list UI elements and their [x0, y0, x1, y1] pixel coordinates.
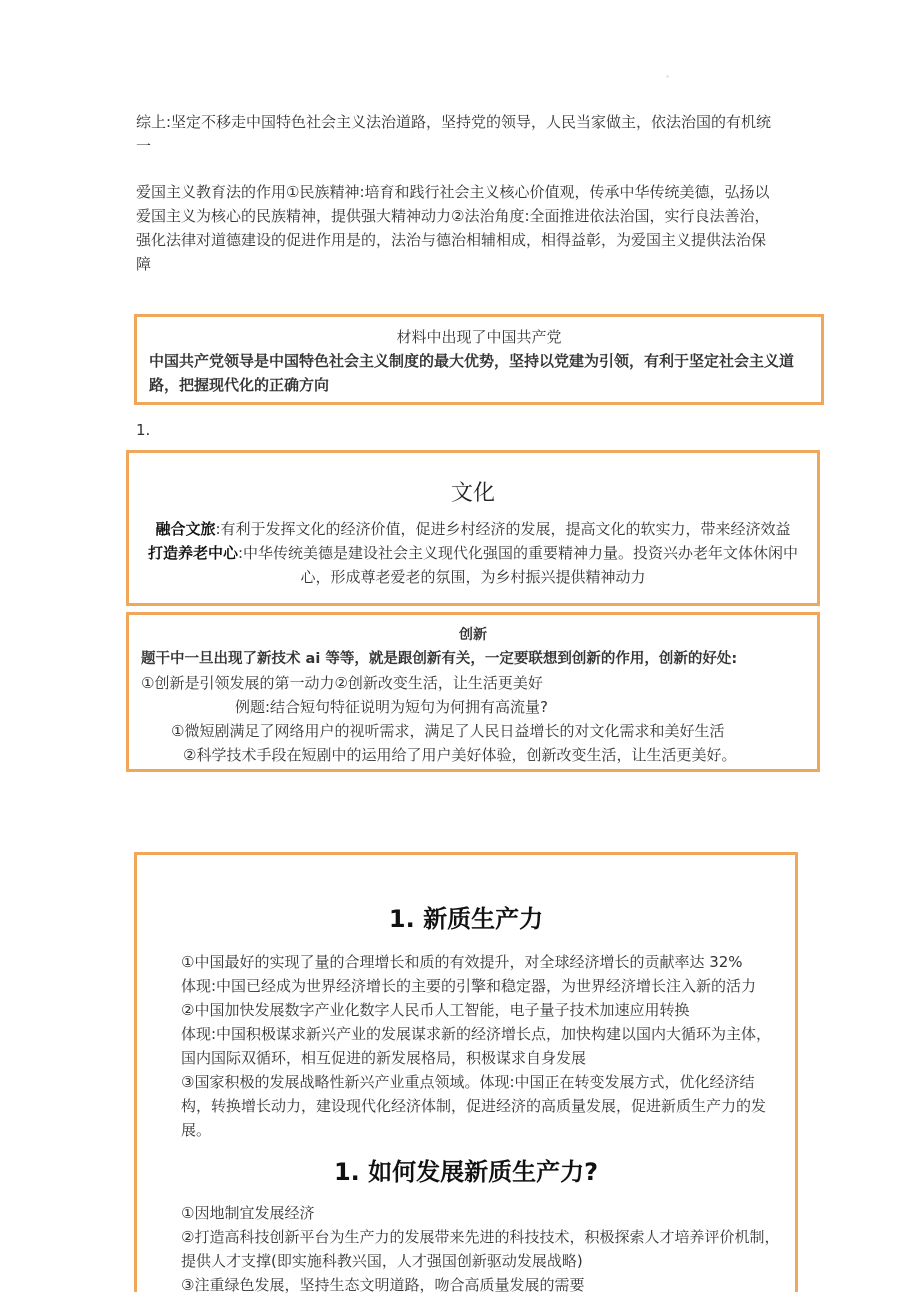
list-number: 1.	[136, 421, 151, 439]
summary-paragraph: 综上:坚定不移走中国特色社会主义法治道路，坚持党的领导，人民当家做主，依法治国的有机统一	[136, 113, 772, 155]
develop-productivity-list	[137, 1201, 795, 1297]
culture-elderly-text: :中华传统美德是建设社会主义现代化强国的重要精神力量。投资兴办老年文体休闲中心，形成尊老爱老的氛围，为乡村振兴提供精神动力	[237, 544, 799, 586]
innovation-point: ①创新是引领发展的第一动力②创新改变生活，让生活更美好	[141, 674, 543, 692]
productivity-list	[137, 950, 795, 1142]
innovation-lead: 题干中一旦出现了新技术 ai 等等，就是跟创新有关，一定要联想到创新的作用，创新的好处:	[141, 651, 738, 667]
patriotic-education-paragraph: 爱国主义教育法的作用①民族精神:培育和践行社会主义核心价值观，传承中华传统美德，弘扬以爱国主义为核心的民族精神，提供强大精神动力②法治角度:全面推进依法治国，实行良法善治，强化法律对道德建设的促进作用是的，法治与德治相辅相成，相得益彰，为爱国主义提供法治保障	[136, 183, 770, 273]
culture-tourism-text: :有利于发挥文化的经济价值，促进乡村经济的发展，提高文化的软实力，带来经济效益	[215, 520, 791, 538]
innovation-answer-2: ②科学技术手段在短剧中的运用给了用户美好体验，创新改变生活，让生活更美好。	[183, 746, 737, 764]
scan-dot	[666, 75, 669, 78]
productivity-line: ③国家积极的发展战略性新兴产业重点领域。体现:中国正在转变发展方式，优化经济结构，转换增长动力，建设现代化经济体制，促进经济的高质量发展，促进新质生产力的发展。	[181, 1073, 767, 1139]
productivity-line: ②中国加快发展数字产业化数字人民币人工智能，电子量子技术加速应用转换	[181, 1001, 690, 1019]
innovation-box	[126, 612, 820, 772]
party-box	[134, 314, 824, 405]
develop-line: ②打造高科技创新平台为生产力的发展带来先进的科技技术，积极探索人才培养评价机制，提供人才支撑(即实施科教兴国，人才强国创新驱动发展战略)	[181, 1228, 780, 1270]
productivity-line: 体现:中国积极谋求新兴产业的发展谋求新的经济增长点，加快构建以国内大循环为主体，国内国际双循环，相互促进的新发展格局，积极谋求自身发展	[181, 1025, 772, 1067]
culture-line-elderly	[129, 541, 817, 589]
culture-box	[126, 450, 820, 606]
productivity-box	[134, 852, 798, 1292]
develop-line: ③注重绿色发展，坚持生态文明道路，吻合高质量发展的需要	[181, 1276, 585, 1294]
productivity-line: 体现:中国已经成为世界经济增长的主要的引擎和稳定器，为世界经济增长注入新的活力	[181, 977, 757, 995]
culture-elderly-label: 打造养老中心	[147, 544, 238, 562]
develop-line: ①因地制宜发展经济	[181, 1204, 315, 1222]
culture-line-tourism	[129, 517, 817, 541]
culture-box-title: 文化	[450, 481, 495, 506]
innovation-example: 例题:结合短句特征说明为短句为何拥有高流量?	[235, 698, 549, 716]
party-box-body: 中国共产党领导是中国特色社会主义制度的最大优势，坚持以党建为引领，有利于坚定社会主义道路，把握现代化的正确方向	[149, 352, 795, 394]
productivity-line: ①中国最好的实现了量的合理增长和质的有效提升，对全球经济增长的贡献率达 32%	[181, 953, 743, 971]
innovation-answer-1: ①微短剧满足了网络用户的视听需求，满足了人民日益增长的对文化需求和美好生活	[171, 722, 725, 740]
innovation-box-title: 创新	[459, 627, 487, 643]
productivity-heading: 1. 新质生产力	[388, 905, 544, 933]
develop-productivity-heading: 1. 如何发展新质生产力?	[333, 1158, 599, 1186]
culture-tourism-label: 融合文旅	[155, 520, 216, 538]
party-box-title: 材料中出现了中国共产党	[396, 328, 562, 346]
